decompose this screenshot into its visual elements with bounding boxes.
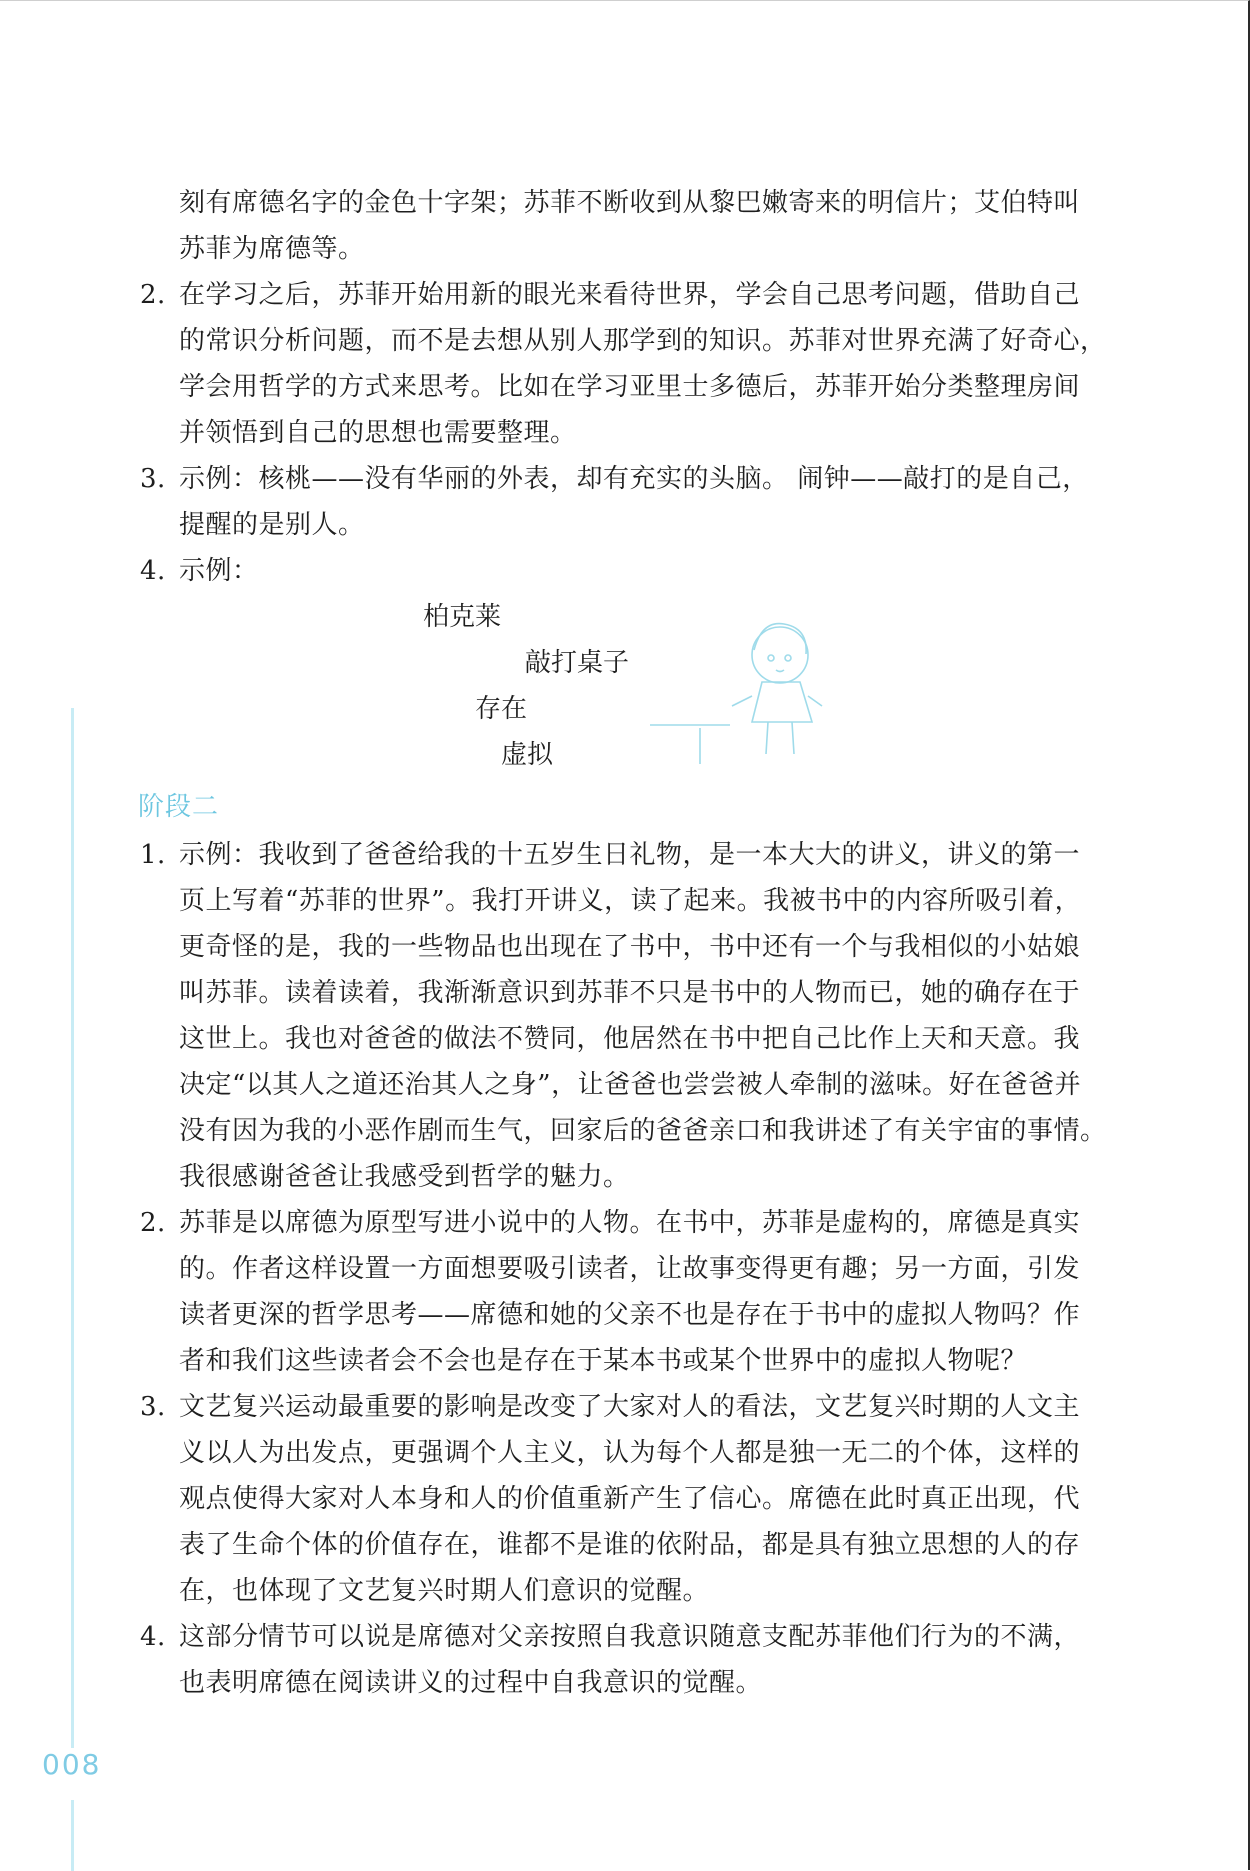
poem-line: 柏克莱 xyxy=(423,602,502,632)
example-poem xyxy=(140,594,1160,782)
text-line: 苏菲是以席德为原型写进小说中的人物。在书中，苏菲是虚构的，席德是真实 xyxy=(179,1208,1081,1238)
text-line: 的常识分析问题，而不是去想从别人那学到的知识。苏菲对世界充满了好奇心， xyxy=(179,326,1107,356)
answer-content xyxy=(140,180,1160,1706)
side-rule xyxy=(71,708,74,1748)
item-number: 3. xyxy=(140,464,166,494)
stage2-item-2 xyxy=(140,1200,1160,1384)
text-line: 叫苏菲。读着读着，我渐渐意识到苏菲不只是书中的人物而已，她的确存在于 xyxy=(179,978,1081,1008)
text-line: 我很感谢爸爸让我感受到哲学的魅力。 xyxy=(179,1162,630,1192)
item-number: 4. xyxy=(140,556,166,586)
stage2-item-1 xyxy=(140,832,1160,1200)
text-line: 页上写着“苏菲的世界”。我打开讲义，读了起来。我被书中的内容所吸引着， xyxy=(179,886,1082,916)
stage1-item-2 xyxy=(140,272,1160,456)
text-line: 提醒的是别人。 xyxy=(179,510,365,540)
text-line: 示例： xyxy=(179,556,259,586)
stage2-item-3 xyxy=(140,1384,1160,1614)
item-number: 4. xyxy=(140,1622,166,1652)
text-line: 苏菲为席德等。 xyxy=(179,234,365,264)
intro-continuation xyxy=(140,180,1160,272)
poem-line: 存在 xyxy=(475,694,528,724)
text-line: 决定“以其人之道还治其人之身”，让爸爸也尝尝被人牵制的滋味。好在爸爸并 xyxy=(179,1070,1082,1100)
page-number: 008 xyxy=(42,1748,102,1781)
text-line: 的。作者这样设置一方面想要吸引读者，让故事变得更有趣；另一方面，引发 xyxy=(179,1254,1081,1284)
text-line: 示例：核桃——没有华丽的外表，却有充实的头脑。 闹钟——敲打的是自己， xyxy=(179,464,1089,494)
side-rule-lower xyxy=(71,1800,74,1871)
text-line: 并领悟到自己的思想也需要整理。 xyxy=(179,418,577,448)
item-number: 2. xyxy=(140,1208,166,1238)
text-line: 没有因为我的小恶作剧而生气，回家后的爸爸亲口和我讲述了有关宇宙的事情。 xyxy=(179,1116,1107,1146)
stage1-item-4 xyxy=(140,548,1160,594)
section-title: 阶段二 xyxy=(138,792,220,822)
text-line: 刻有席德名字的金色十字架；苏菲不断收到从黎巴嫩寄来的明信片；艾伯特叫 xyxy=(179,188,1081,218)
text-line: 读者更深的哲学思考——席德和她的父亲不也是存在于书中的虚拟人物吗？作 xyxy=(179,1300,1081,1330)
text-line: 义以人为出发点，更强调个人主义，认为每个人都是独一无二的个体，这样的 xyxy=(179,1438,1081,1468)
text-line: 文艺复兴运动最重要的影响是改变了大家对人的看法，文艺复兴时期的人文主 xyxy=(179,1392,1081,1422)
text-line: 表了生命个体的价值存在，谁都不是谁的依附品，都是具有独立思想的人的存 xyxy=(179,1530,1081,1560)
poem-line: 虚拟 xyxy=(501,740,554,770)
text-line: 更奇怪的是，我的一些物品也出现在了书中，书中还有一个与我相似的小姑娘 xyxy=(179,932,1081,962)
item-number: 2. xyxy=(140,280,166,310)
text-line: 也表明席德在阅读讲义的过程中自我意识的觉醒。 xyxy=(179,1668,763,1698)
stage2-item-4 xyxy=(140,1614,1160,1706)
item-number: 1. xyxy=(140,840,166,870)
stage1-item-3 xyxy=(140,456,1160,548)
text-line: 观点使得大家对人本身和人的价值重新产生了信心。席德在此时真正出现，代 xyxy=(179,1484,1081,1514)
text-line: 在，也体现了文艺复兴时期人们意识的觉醒。 xyxy=(179,1576,710,1606)
poem-line: 敲打桌子 xyxy=(525,648,630,678)
text-line: 在学习之后，苏菲开始用新的眼光来看待世界，学会自己思考问题，借助自己 xyxy=(179,280,1081,310)
text-line: 示例：我收到了爸爸给我的十五岁生日礼物，是一本大大的讲义，讲义的第一 xyxy=(179,840,1081,870)
text-line: 这部分情节可以说是席德对父亲按照自我意识随意支配苏菲他们行为的不满， xyxy=(179,1622,1081,1652)
text-line: 学会用哲学的方式来思考。比如在学习亚里士多德后，苏菲开始分类整理房间 xyxy=(179,372,1081,402)
item-number: 3. xyxy=(140,1392,166,1422)
text-line: 者和我们这些读者会不会也是存在于某本书或某个世界中的虚拟人物呢？ xyxy=(179,1346,1028,1376)
text-line: 这世上。我也对爸爸的做法不赞同，他居然在书中把自己比作上天和天意。我 xyxy=(179,1024,1081,1054)
